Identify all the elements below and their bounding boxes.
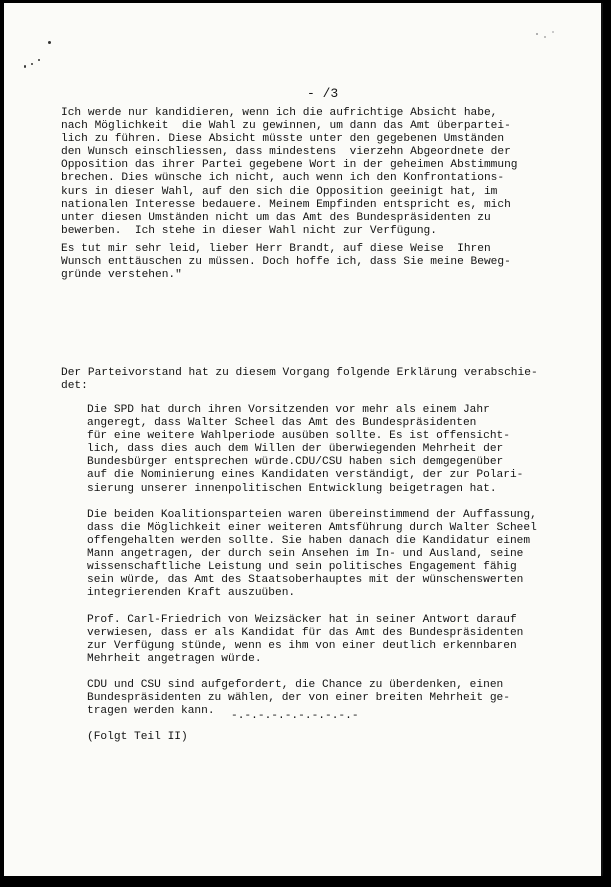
section-divider: -.-.-.-.-.-.-.-.-.- bbox=[231, 710, 359, 722]
scan-speck bbox=[552, 31, 554, 33]
text-line: Die SPD hat durch ihren Vorsitzenden vor mehr als einem Jahr bbox=[87, 404, 490, 416]
scan-speck bbox=[31, 63, 33, 65]
text-line: Opposition das ihrer Partei gegebene Wort in der geheimen Abstimmung bbox=[61, 159, 518, 172]
text-line: gründe verstehen." bbox=[61, 269, 182, 282]
statement-intro bbox=[61, 367, 538, 393]
text-line: auf die Nominierung eines Kandidaten verständigt, der zur Polari- bbox=[87, 469, 524, 482]
text-line: brechen. Dies wünsche ich nicht, auch wenn ich den Konfrontations- bbox=[61, 172, 505, 185]
text-line: wissenschaftliche Leistung und sein politisches Engagement fähig bbox=[87, 561, 517, 574]
scan-speck bbox=[48, 41, 51, 44]
scan-speck bbox=[24, 65, 26, 68]
text-line: zur Verfügung stünde, wenn es ihm von einer deutlich erkennbaren bbox=[87, 639, 517, 652]
continued-note: (Folgt Teil II) bbox=[87, 731, 188, 743]
text-line: nationalen Interesse bedauere. Meinem Empfinden entspricht es, mich bbox=[61, 198, 511, 211]
party-statement bbox=[87, 404, 537, 731]
text-line: sein würde, das Amt des Staatsoberhauptes mit der wünschenswerten bbox=[87, 574, 524, 587]
text-line: Bundespräsidenten zu wählen, der von einer breiten Mehrheit ge- bbox=[87, 692, 510, 705]
text-line: tragen werden kann. bbox=[87, 705, 215, 718]
text-line: CDU und CSU sind aufgefordert, die Chance zu überdenken, einen bbox=[87, 678, 504, 691]
document-page bbox=[4, 3, 603, 876]
text-line: Es tut mir sehr leid, lieber Herr Brandt, auf diese Weise Ihren bbox=[61, 243, 491, 255]
text-line: Ich werde nur kandidieren, wenn ich die aufrichtige Absicht habe, bbox=[61, 107, 498, 119]
text-line: Mann angetragen, der durch sein Ansehen im In- und Ausland, seine bbox=[87, 548, 524, 561]
statement-paragraph bbox=[87, 404, 537, 496]
text-line: lich, dass dies auch dem Willen der überwiegenden Mehrheit der bbox=[87, 443, 504, 456]
text-line: lich zu führen. Diese Absicht müsste unter den gegebenen Umständen bbox=[61, 133, 505, 146]
text-line: sierung unserer innenpolitischen Entwicklung beigetragen hat. bbox=[87, 482, 497, 495]
text-line: Die beiden Koalitionsparteien waren übereinstimmend der Auffassung, bbox=[87, 508, 537, 521]
scan-speck bbox=[38, 59, 40, 61]
text-line: den Wunsch einschliessen, dass mindestens vierzehn Abgeordnete der bbox=[61, 146, 511, 159]
statement-paragraph bbox=[87, 614, 537, 666]
text-line: Prof. Carl-Friedrich von Weizsäcker hat in seiner Antwort darauf bbox=[87, 613, 517, 626]
text-line: Der Parteivorstand hat zu diesem Vorgang folgende Erklärung verabschie- bbox=[61, 367, 538, 379]
statement-paragraph bbox=[87, 509, 537, 601]
text-line: Bundesbürger entsprechen würde.CDU/CSU haben sich demgegenüber bbox=[87, 456, 504, 469]
text-line: offengehalten werden sollte. Sie haben danach die Kandidatur einem bbox=[87, 534, 531, 547]
text-line: bewerben. Ich stehe in dieser Wahl nicht zur Verfügung. bbox=[61, 224, 437, 237]
text-line: für eine weitere Wahlperiode ausüben sollte. Es ist offensicht- bbox=[87, 430, 510, 443]
text-line: Mehrheit angetragen würde. bbox=[87, 652, 262, 665]
text-line: kurs in dieser Wahl, auf den sich die Opposition geeinigt hat, im bbox=[61, 185, 498, 198]
text-line: integrierenden Kraft auszuüben. bbox=[87, 587, 296, 600]
page-number: - /3 bbox=[307, 86, 339, 101]
scan-speck bbox=[536, 33, 538, 35]
text-line: det: bbox=[61, 380, 88, 393]
text-line: angeregt, dass Walter Scheel das Amt des Bundespräsidenten bbox=[87, 417, 477, 430]
letter-closing-paragraph bbox=[61, 243, 511, 282]
letter-quote-paragraph bbox=[61, 107, 518, 238]
text-line: Wunsch enttäuschen zu müssen. Doch hoffe ich, dass Sie meine Beweg- bbox=[61, 256, 511, 269]
text-line: dass die Möglichkeit einer weiteren Amtsführung durch Walter Scheel bbox=[87, 521, 537, 534]
text-line: unter diesen Umständen nicht um das Amt des Bundespräsidenten zu bbox=[61, 211, 491, 224]
text-line: nach Möglichkeit die Wahl zu gewinnen, um dann das Amt überpartei- bbox=[61, 120, 511, 133]
scan-speck bbox=[544, 36, 546, 38]
text-line: verwiesen, dass er als Kandidat für das Amt des Bundespräsidenten bbox=[87, 626, 524, 639]
